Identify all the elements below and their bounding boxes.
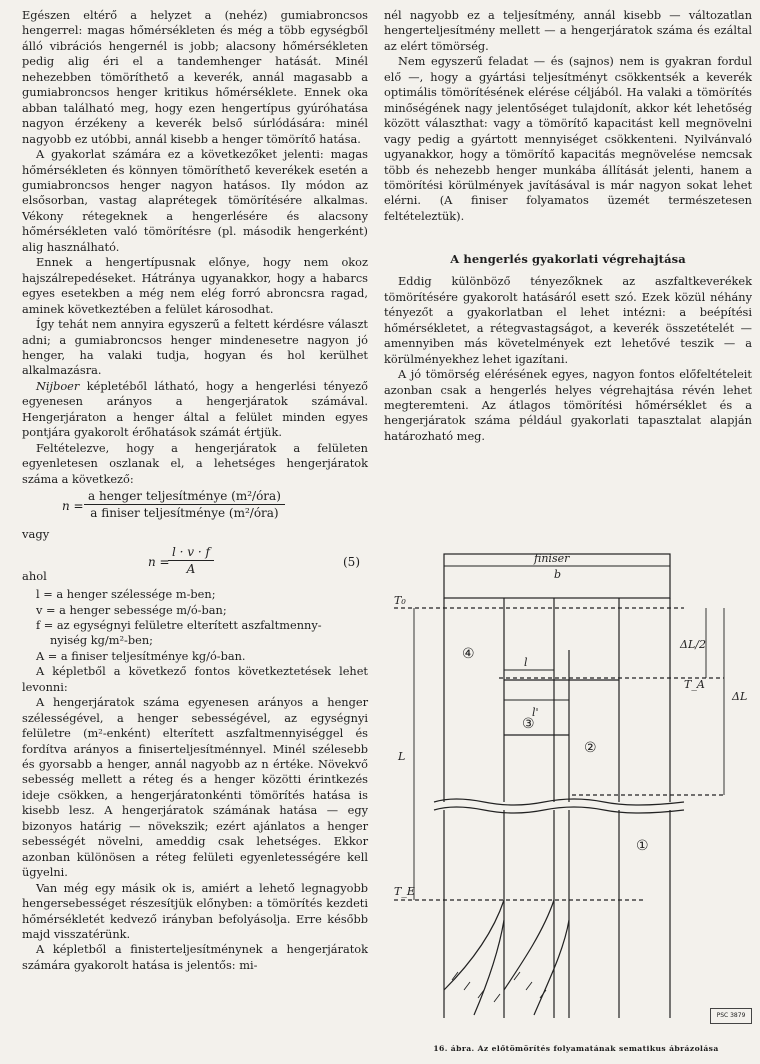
figure-caption: 16. ábra. Az előtömörítés folyamatának sematikus ábrázolása: [433, 1044, 719, 1053]
left-column: [22, 8, 368, 973]
formula-ahol: ahol: [22, 569, 47, 584]
break-line: [434, 807, 684, 813]
formula-n-ratio: [22, 487, 368, 545]
paragraph: Feltételezve, hogy a hengerjáratok a felületen egyenletesen oszlanak el, a lehetséges hengerjáratok száma a következő:: [22, 440, 368, 486]
label-b: b: [554, 568, 562, 581]
paragraph: Ennek a hengertípusnak előnye, hogy nem okoz hajszálrepedéseket. Hátránya ugyanakkor, hogy a habarcs egyes esetekben a még nem elég forró abroncsra ragad, aminek következtében a felület károsodhat.: [22, 255, 368, 316]
paragraph: A képletből a finisterteljesítménynek a hengerjáratok számára gyakorolt hatása is jelentős: mi-: [22, 942, 368, 972]
compaction-diagram: [384, 540, 754, 1040]
formula-numerator: l · v · f: [168, 545, 214, 561]
equation-number: (5): [343, 555, 360, 570]
section-title: A hengerlés gyakorlati végrehajtása: [450, 252, 686, 267]
formula-fraction: [168, 545, 214, 576]
definition-item: nyiség kg/m²-ben;: [50, 633, 153, 648]
definition-item: f = az egységnyi felületre elterített aszfaltmenny-: [36, 617, 322, 632]
formula-vagy: vagy: [22, 527, 50, 542]
zone-4-label: ④: [462, 646, 475, 662]
label-dL: ΔL: [732, 690, 748, 703]
paragraph: Van még egy másik ok is, amiért a lehető legnagyobb hengersebességet részesítjük előnyben: a tömörítés kezdeti hőmérsékletét kedvező irányban befolyásolja. Erre később majd visszatérünk.: [22, 880, 368, 942]
symbol-definitions: [22, 587, 368, 664]
paragraph: [22, 379, 368, 441]
zone-2-label: ②: [584, 740, 597, 756]
right-column: [384, 8, 752, 444]
formula-fraction: [84, 489, 285, 520]
paragraph: Így tehát nem annyira egyszerű a feltett kérdésre választ adni; a gumiabroncsos henger mindenesetre nagyon jó henger, ha valaki tudja, hogyan és hol kerülhet alkalmazásra.: [22, 317, 368, 378]
definition-item: v = a henger sebessége m/ó-ban;: [36, 602, 227, 617]
label-lprime: l': [532, 706, 539, 719]
definition-item: l = a henger szélessége m-ben;: [36, 587, 216, 602]
author-name: Nijboer: [36, 378, 80, 393]
label-finiser: finiser: [534, 552, 570, 565]
paragraph-text: képletéből látható, hogy a hengerlési tényező egyenesen arányos a hengerjáratok számával. Hengerjáraton a henger által a felület minden egyes pontjára gyakorolt érőhatások számát értjük.: [22, 378, 368, 440]
formula-lhs: n =: [62, 499, 84, 514]
paragraph: nél nagyobb ez a teljesítmény, annál kisebb — változatlan hengerteljesítmény mellett — a hengerjáratok száma és ezáltal az elért tömörség.: [384, 8, 752, 53]
definition-item: A = a finiser teljesítménye kg/ó-ban.: [36, 648, 246, 663]
formula-numerator: a henger teljesítménye (m²/óra): [84, 489, 285, 505]
paragraph: Nem egyszerű feladat — és (sajnos) nem is gyakran fordul elő —, hogy a gyártási teljesítményt csökkentsék a keverék optimális tömörítésének elérése céljából. Ha valaki a tömörítés minőségének nagy jelentőséget tulajdonít, akkor két lehetőség között választhat: vagy a tömörítő kapacitást kell megnövelni vagy pedig a gyártott mennyiséget csökkenteni. Nyilvánvaló ugyanakkor, hogy a tömörítő kapacitás megnövelése nemcsak több és nehezebb henger munkába állítását jelenti, hanem a tömörítési körülmények javításával is már nagyon sokat lehet elérni. (A finiser folyamatos üzemét természetesen feltételeztük).: [384, 54, 752, 223]
label-T0: T₀: [394, 594, 406, 607]
label-TA: T_A: [684, 678, 705, 691]
paragraph: A hengerjáratok száma egyenesen arányos a henger szélességével, a henger sebességével, az egységnyi felületre (m²-enként) elterített aszfaltmennyiséggel és fordítva arányos a finiserteljesítménnyel. Minél szélesebb és gyorsabb a henger, annál nagyobb az n értéke. Növekvő sebesség mellett a réteg és a henger közötti érintkezés ideje csökken, a hengerjáratonkénti tömörítés hatása is kisebb lesz. A hengerjáratok számának hatása — egy bizonyos határig — növekszik; ezért ajánlatos a henger sebességét növelni, ameddig csak lehetséges. Ekkor azonban különösen a réteg felületi egyenletességére kell ügyelni.: [22, 695, 368, 880]
paragraph: A képletből a következő fontos következtetések lehet levonni:: [22, 664, 368, 694]
formula-denominator: A: [186, 562, 196, 577]
break-line: [434, 799, 684, 805]
formula-5: [22, 545, 368, 587]
zone-1-label: ①: [636, 838, 649, 854]
paragraph: Egészen eltérő a helyzet a (nehéz) gumiabroncsos hengerrel: magas hőmérsékleten és még a több egységből álló vibrációs hengernél is jobb; alacsony hőmérsékleten pedig alig éri el a tandemhenger hatását. Minél nehezebben tömöríthető a keverék, annál magasabb a gumiabroncsos henger kritikus hőmérséklete. Ennek oka abban található meg, hogy ezen hengertípus gyúróhatása nagyon érzékeny a keverék belső súrlódására: minél nagyobb ez utóbbi, annál kisebb a henger tömörítő hatása.: [22, 8, 368, 146]
zone-3-label: ③: [522, 716, 535, 732]
track-curve: [444, 900, 504, 990]
label-l: l: [524, 656, 528, 669]
formula-denominator: a finiser teljesítménye (m²/óra): [90, 506, 279, 521]
paragraph: A jó tömörség elérésének egyes, nagyon fontos előfeltételeit azonban csak a hengerlés helyes végrehajtása révén lehet megteremteni. Az átlagos tömörítési hőmérséklet és a hengerjáratok száma például gyakorlati tapasztalat alapján határozható meg.: [384, 367, 752, 443]
formula-lhs: n =: [148, 555, 170, 570]
print-stamp: PSC 3879: [710, 1008, 752, 1024]
paragraph: Eddig különböző tényezőknek az aszfaltkeverékek tömörítésére gyakorolt hatásáról esett szó. Ezek közül néhány tényezőt a gyakorlatban el lehet intézni: a beépítési hőmérsékletet, a rétegvastagságot, a keverék összetételét — amennyiben más követelmények ezt lehetővé teszik — a körülményekhez lehet igazítani.: [384, 274, 752, 366]
paragraph: A gyakorlat számára ez a következőket jelenti: magas hőmérsékleten és könnyen tömöríthető keverékek esetén a gumiabroncsos henger nagyon hatásos. Ily módon az elsősorban, vastag alaprétegek tömörítésére alkalmas. Vékony rétegeknek a hengerlésére és alacsony hőmérsékleten való tömörítésre (pl. második hengerként) alig használható.: [22, 147, 368, 254]
label-L: L: [398, 750, 406, 763]
label-dL2: ΔL/2: [680, 638, 706, 651]
label-TE: T_E: [394, 885, 415, 898]
